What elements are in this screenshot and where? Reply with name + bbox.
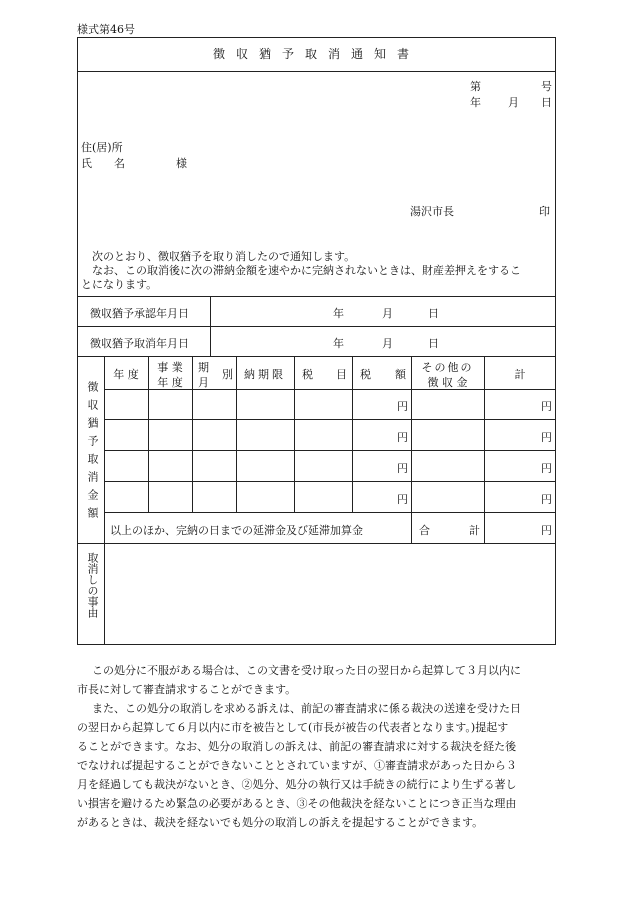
divider — [77, 543, 556, 544]
notice-line-6: でなければ提起することができないこととされていますが、①審査請求があった日から３ — [77, 759, 517, 772]
header-other-2: 徴 収 金 — [427, 376, 468, 389]
approval-day: 日 — [428, 307, 439, 320]
header-business-year-2: 年 度 — [157, 376, 183, 389]
row-1-total-yen: 円 — [541, 400, 552, 413]
row-4-tax-yen: 円 — [397, 493, 408, 506]
sum-yen: 円 — [541, 524, 552, 537]
row-4-total-yen: 円 — [541, 493, 552, 506]
row-3-tax-yen: 円 — [397, 462, 408, 475]
notice-line-2: 市長に対して審査請求することができます。 — [77, 683, 297, 696]
divider — [210, 296, 211, 356]
notice-line-1: この処分に不服がある場合は、この文書を受け取った日の翌日から起算して３月以内に — [92, 664, 521, 677]
divider — [77, 296, 556, 297]
header-other-1: その他の — [421, 361, 474, 374]
header-due-date: 納期限 — [244, 368, 286, 381]
cancel-month: 月 — [382, 337, 393, 350]
divider — [192, 356, 193, 512]
header-business-year-1: 事 業 — [157, 361, 183, 374]
notice-line-5: ることができます。なお、処分の取消しの訴えは、前記の審査請求に対する裁決を経た後 — [77, 740, 517, 753]
notice-line-9: があるときは、裁決を経ないでも処分の取消しの訴えを提起することができます。 — [77, 816, 484, 829]
divider — [484, 356, 485, 543]
divider — [104, 481, 556, 482]
document-title: 徴収猶予取消通知書 — [77, 37, 556, 72]
header-tax-amount-b: 額 — [395, 368, 406, 381]
header-total: 計 — [514, 368, 526, 381]
divider — [77, 326, 556, 327]
doc-number-dai: 第 — [470, 80, 481, 93]
approval-year: 年 — [333, 307, 344, 320]
row-2-total-yen: 円 — [541, 431, 552, 444]
intro-line-2: なお、この取消後に次の滞納金額を速やかに完納されないときは、財産差押えをするこ — [92, 264, 521, 277]
header-period-2: 月 — [198, 376, 209, 389]
reason-label: 取消しの事由 — [86, 552, 99, 618]
divider — [104, 356, 105, 644]
divider — [104, 450, 556, 451]
date-year: 年 — [470, 96, 481, 109]
honorific: 様 — [176, 157, 187, 170]
seal-mark: 印 — [539, 205, 550, 218]
amount-side-label: 徴収猶予取消金額 — [86, 381, 99, 525]
intro-line-3: とになります。 — [81, 278, 158, 291]
form-number: 様式第46号 — [77, 23, 135, 36]
notice-line-8: い損害を避けるため緊急の必要があるとき、③その他裁決を経ないことにつき正当な理由 — [77, 797, 517, 810]
header-fiscal-year: 年 度 — [113, 368, 139, 381]
cancel-day: 日 — [428, 337, 439, 350]
intro-line-1: 次のとおり、徴収猶予を取り消したので通知します。 — [92, 250, 356, 263]
divider — [104, 512, 556, 513]
row-2-tax-yen: 円 — [397, 431, 408, 444]
mayor-title: 湯沢市長 — [410, 205, 454, 218]
notice-line-3: また、この処分の取消しを求める訴えは、前記の審査請求に係る裁決の送達を受けた日 — [92, 702, 521, 715]
header-tax-item-b: 目 — [336, 368, 347, 381]
row-1-tax-yen: 円 — [397, 400, 408, 413]
doc-number-go: 号 — [541, 80, 552, 93]
date-day: 日 — [541, 96, 552, 109]
approval-month: 月 — [382, 307, 393, 320]
row-3-total-yen: 円 — [541, 462, 552, 475]
divider — [104, 419, 556, 420]
cancel-year: 年 — [333, 337, 344, 350]
delinquency-note: 以上のほか、完納の日までの延滞金及び延滞加算金 — [110, 524, 363, 537]
sum-label-b: 計 — [469, 524, 480, 537]
date-month: 月 — [508, 96, 519, 109]
approval-date-label: 徴収猶予承認年月日 — [90, 307, 189, 320]
header-period-1: 期 — [198, 361, 209, 374]
header-period-3: 別 — [222, 368, 233, 381]
sum-label-a: 合 — [419, 524, 430, 537]
address-label: 住(居)所 — [81, 141, 123, 154]
divider — [352, 356, 353, 512]
header-tax-item-a: 税 — [302, 368, 313, 381]
notice-line-7: 月を経過しても裁決がないとき、②処分、処分の執行又は手続きの続行により生ずる著し — [77, 778, 517, 791]
name-label: 氏 名 — [81, 157, 125, 170]
header-tax-amount-a: 税 — [360, 368, 371, 381]
cancel-date-label: 徴収猶予取消年月日 — [90, 337, 189, 350]
divider — [294, 356, 295, 512]
notice-line-4: の翌日から起算して６月以内に市を被告として(市長が被告の代表者となります。)提起す — [77, 721, 509, 734]
